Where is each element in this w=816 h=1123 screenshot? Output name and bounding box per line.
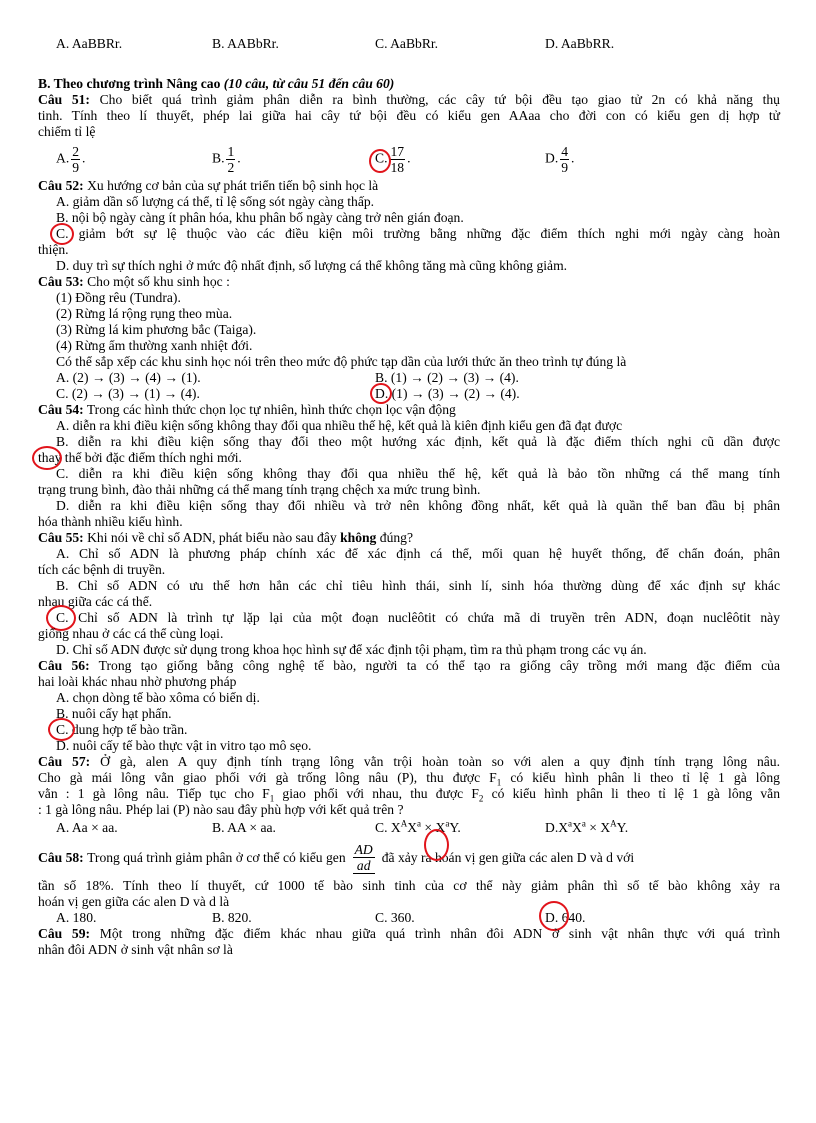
option-d-cont: hóa thành nhiều kiểu hình.: [38, 514, 183, 529]
option-c-cont: giống nhau ở các cá thể cùng loại.: [38, 626, 224, 641]
q51-options: [38, 140, 780, 178]
option-c: C. Chỉ số ADN là trình tự lặp lại của một đoạn nuclêôtit có chứa mã di truyền trên ADN, đoạn nuclêôtit này: [38, 610, 780, 626]
option-d: D. nuôi cấy tế bào thực vật in vitro tạo mô sẹo.: [56, 738, 312, 753]
list-item: (1) Đồng rêu (Tundra).: [56, 290, 181, 305]
question-58: Câu 58: Trong quá trình giảm phân ở cơ thể có kiểu gen $\frac{AD}{ad}$ đã xảy ra hoán vị gen giữa các alen D và d với: [38, 838, 780, 878]
option-c: C. giảm bớt sự lệ thuộc vào các điều kiện môi trường bằng những đặc điểm thích nghi mới ngày càng hoàn: [38, 226, 780, 242]
exam-page: [38, 36, 780, 958]
question-label: Câu 57:: [38, 754, 91, 769]
q58-options: [38, 910, 780, 926]
question-56: Câu 56: Trong tạo giống bằng công nghệ tế bào, người ta có thể tạo ra giống cây trồng mới mang đặc điểm của: [38, 658, 780, 673]
question-text: vằn : 1 gà lông nâu. Tiếp tục cho $F_1$ giao phối với nhau, thu được $F_2$ có kiểu hình phân li theo tỉ lệ 1 gà lông vằn: [38, 786, 781, 804]
option-d: $D.X^aX^a \times X^AY$.: [545, 818, 629, 835]
list-item: (2) Rừng lá rộng rụng theo mùa.: [56, 306, 233, 321]
question-label: Câu 51:: [38, 92, 90, 107]
question-label: Câu 56:: [38, 658, 90, 673]
question-text: tần số 18%. Tính theo lí thuyết, cứ 1000 tế bào sinh tinh của cơ thể này giảm phân thì số tế bào không xảy ra: [38, 878, 780, 893]
option-c: C. dung hợp tế bào trần.: [38, 722, 780, 738]
option-b: B. (1) → (2) → (3) → (4).: [375, 370, 519, 385]
question-text: : 1 gà lông nâu. Phép lai (P) nào sau đây phù hợp với kết quả trên ?: [38, 802, 404, 817]
prev-option-b: B. AABbRr.: [212, 36, 279, 51]
option-c: C. $X^AX^a \times X^aY$.: [375, 818, 461, 835]
question-prompt: Có thể sắp xếp các khu sinh học nói trên theo mức độ phức tạp dần của lưới thức ăn theo trình tự đúng là: [56, 354, 627, 369]
question-51: Câu 51: Cho biết quá trình giảm phân diễn ra bình thường, các cây tứ bội đều tạo giao tử 2n có khả năng thụ: [38, 92, 780, 107]
option-a-cont: tích các bệnh di truyền.: [38, 562, 166, 577]
answer-mark-circle: [424, 829, 449, 861]
question-text: tinh. Tính theo lí thuyết, phép lai giữa hai cây tứ bội đều có kiểu gen AAaa cho đời con có kiểu gen dị hợp tử: [38, 108, 780, 123]
option-c: C. $\frac{17}{18}$ .: [375, 144, 545, 175]
question-label: Câu 59:: [38, 926, 91, 941]
option-b: B. $\frac{1}{2}$ .: [212, 143, 241, 175]
question-text: Cho gà mái lông vằn giao phối với gà trống lông nâu (P), thu được $F_1$ có kiểu hình phân li theo tỉ lệ 1 gà lông: [38, 770, 780, 788]
section-heading: B. Theo chương trình Nâng cao (10 câu, từ câu 51 đến câu 60): [38, 76, 395, 91]
question-text: hai loài khác nhau nhờ phương pháp: [38, 674, 237, 689]
option-a: A. $\frac{2}{9}$ .: [56, 143, 86, 175]
option-c: C. (2) → (3) → (1) → (4).: [56, 386, 200, 401]
question-label: Câu 52:: [38, 178, 84, 193]
option-c: C. 360.: [375, 910, 415, 925]
question-label: Câu 55:: [38, 530, 84, 545]
prev-option-c: C. AaBbRr.: [375, 36, 439, 51]
option-c: C. diễn ra khi điều kiện sống không thay đổi qua nhiều thế hệ, kết quả là bảo tồn những cá thể mang tính: [56, 466, 780, 481]
option-d: D. (1) → (3) → (2) → (4).: [375, 386, 694, 402]
list-item: (3) Rừng lá kim phương bắc (Taiga).: [56, 322, 257, 337]
prev-answer-row: [38, 36, 780, 52]
question-text: hoán vị gen giữa các alen D và d là: [38, 894, 230, 909]
option-a: A. Aa × aa.: [56, 820, 118, 835]
option-b: B. 820.: [212, 910, 252, 925]
option-c-cont: trạng trung bình, đào thải những cá thể mang tính trạng chệch xa mức trung bình.: [38, 482, 481, 497]
prev-option-d: D. AaBbRR.: [545, 36, 615, 51]
question-text: nhân đôi ADN ở sinh vật nhân sơ là: [38, 942, 233, 957]
option-a: A. chọn dòng tế bào xôma có biến dị.: [56, 690, 260, 705]
q53-options-row2: [38, 386, 780, 402]
question-52: Câu 52: Xu hướng cơ bản của sự phát triển tiến bộ sinh học là: [38, 178, 379, 193]
option-b: B. diễn ra khi điều kiện sống thay đổi theo một hướng xác định, kết quả là đặc điểm thích nghi cũ dần được: [56, 434, 780, 449]
question-55: Câu 55: Khi nói về chỉ số ADN, phát biểu nào sau đây không đúng?: [38, 530, 413, 545]
option-b: B. nội bộ ngày càng ít phân hóa, khu phân bố ngày càng trở nên gián đoạn.: [56, 210, 464, 225]
question-label: Câu 53:: [38, 274, 84, 289]
q53-options-row1: [38, 370, 780, 386]
option-a: A. (2) → (3) → (4) → (1).: [56, 370, 201, 385]
option-b-cont: nhau giữa các cá thể.: [38, 594, 153, 609]
question-54: Câu 54: Trong các hình thức chọn lọc tự nhiên, hình thức chọn lọc vận động: [38, 402, 456, 417]
option-b-cont: thay thế bởi đặc điểm thích nghi mới.: [38, 450, 780, 466]
option-d: D. $\frac{4}{9}$ .: [545, 143, 575, 175]
option-d: D. duy trì sự thích nghi ở mức độ nhất định, số lượng cá thể không tăng mà cũng không giảm.: [56, 258, 568, 273]
option-d: D. Chỉ số ADN được sử dụng trong khoa học hình sự để xác định tội phạm, tìm ra thủ phạm trong các vụ án.: [56, 642, 647, 657]
question-label: Câu 54:: [38, 402, 84, 417]
answer-mark-circle: [370, 383, 392, 404]
question-57: Câu 57: Ở gà, alen A quy định tính trạng lông vằn trội hoàn toàn so với alen a quy định tính trạng lông nâu.: [38, 754, 780, 769]
question-label: Câu 58:: [38, 850, 84, 865]
q57-options: [38, 820, 780, 836]
question-53: Câu 53: Cho một số khu sinh học :: [38, 274, 230, 289]
option-d: D. diễn ra khi điều kiện sống thay đổi nhiều và trở nên không đồng nhất, kết quả là quần thể ban đầu bị phân: [56, 498, 780, 513]
option-c-cont: thiện.: [38, 242, 69, 257]
option-a: A. 180.: [56, 910, 97, 925]
list-item: (4) Rừng ẩm thường xanh nhiệt đới.: [56, 338, 253, 353]
option-a: A. diễn ra khi điều kiện sống không thay đổi qua nhiều thế hệ, kết quả là kiên định kiểu gen đã đạt được: [56, 418, 623, 433]
question-59: Câu 59: Một trong những đặc điểm khác nhau giữa quá trình nhân đôi ADN ở sinh vật nhân thực với quá trình: [38, 926, 780, 941]
option-d: D. 640.: [545, 910, 585, 926]
option-b: B. AA × aa.: [212, 820, 276, 835]
answer-mark-circle: [369, 149, 391, 173]
option-a: A. giảm dần số lượng cá thể, tỉ lệ sống sót ngày càng thấp.: [56, 194, 375, 209]
option-b: B. Chỉ số ADN có ưu thế hơn hẳn các chỉ tiêu hình thái, sinh lí, sinh hóa thường dùng để xác định sự khác: [56, 578, 780, 593]
question-text: chiếm tỉ lệ: [38, 124, 96, 139]
option-a: A. Chỉ số ADN là phương pháp chính xác để xác định cá thể, mối quan hệ huyết thống, để chẩn đoán, phân: [56, 546, 780, 561]
option-b: B. nuôi cấy hạt phấn.: [56, 706, 172, 721]
prev-option-a: A. AaBBRr.: [56, 36, 123, 51]
